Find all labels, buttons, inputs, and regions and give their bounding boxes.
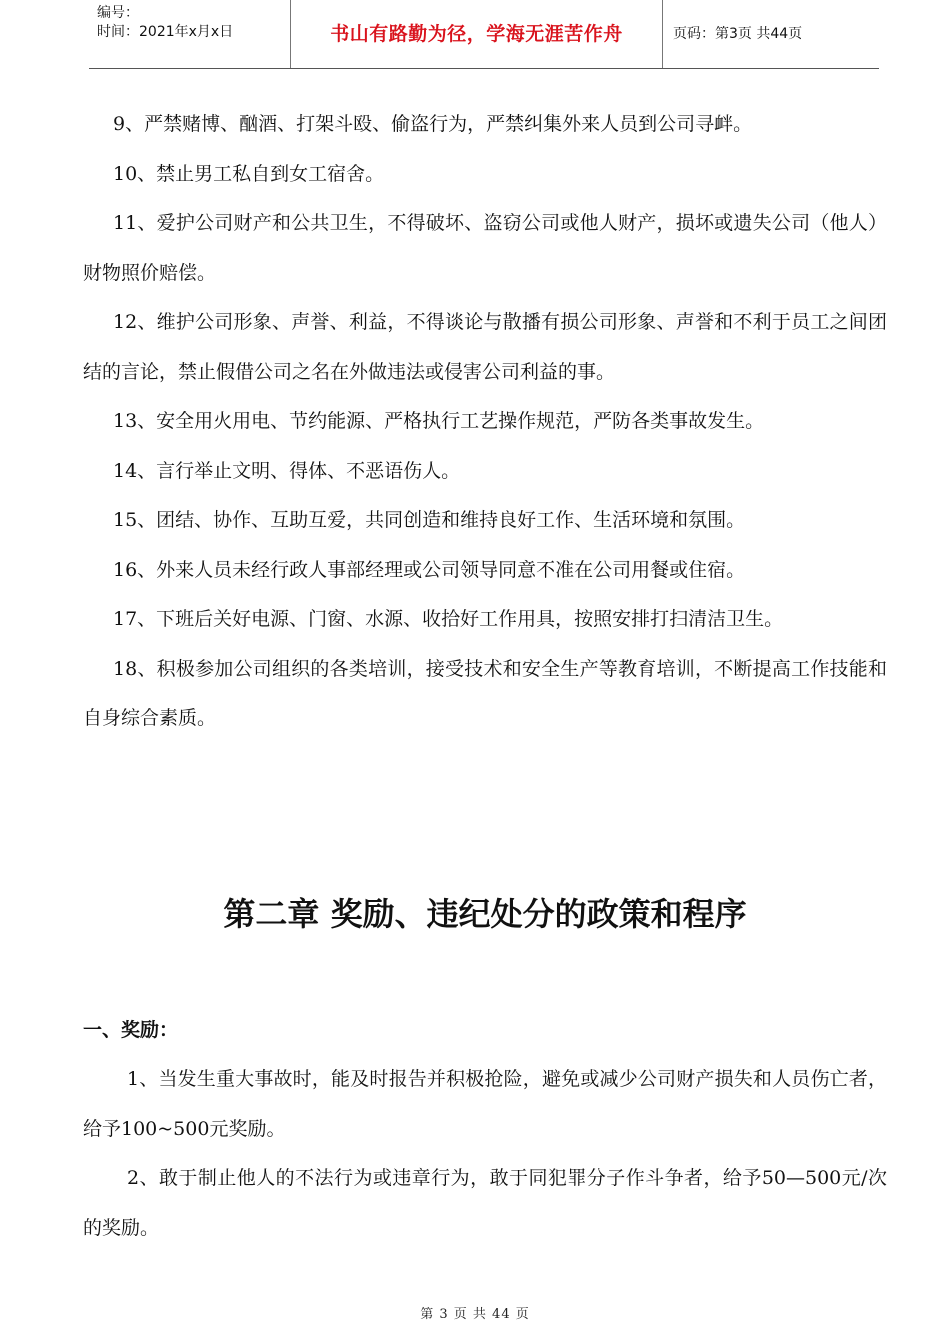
- rule-paragraph: 17、下班后关好电源、门窗、水源、收拾好工作用具，按照安排打扫清洁卫生。: [113, 608, 784, 630]
- document-body: [83, 100, 887, 1253]
- rule-paragraph: 13、安全用火用电、节约能源、严格执行工艺操作规范，严防各类事故发生。: [113, 410, 765, 432]
- header-motto: 书山有路勤为径，学海无涯苦作舟: [291, 0, 663, 68]
- header-page-label: 页码：第3页 共44页: [673, 26, 803, 42]
- rule-paragraph: 14、言行举止文明、得体、不恶语伤人。: [113, 459, 461, 482]
- rule-paragraph: 15、团结、协作、互助互爱，共同创造和维持良好工作、生活环境和氛围。: [113, 509, 746, 531]
- section-title: 一、奖励：: [83, 1018, 179, 1041]
- chapter-gap: [83, 944, 887, 1006]
- rule-paragraph: 12、维护公司形象、声誉、利益，不得谈论与散播有损公司形象、声誉和不利于员工之间团结的言论，禁止假借公司之名在外做违法或侵害公司利益的事。: [83, 311, 887, 383]
- reward-paragraph: 2、敢于制止他人的不法行为或违章行为，敢于同犯罪分子作斗争者，给予50—500元/次的奖励。: [83, 1167, 887, 1239]
- header-meta-cell: [89, 0, 291, 68]
- rule-paragraph: 9、严禁赌博、酗酒、打架斗殴、偷盗行为，严禁纠集外来人员到公司寻衅。: [113, 113, 753, 135]
- chapter-title: 第二章 奖励、违纪处分的政策和程序: [223, 894, 747, 933]
- page-header: [89, 0, 879, 69]
- rule-paragraph: 11、爱护公司财产和公共卫生，不得破坏、盗窃公司或他人财产，损坏或遗失公司（他人）财物照价赔偿。: [83, 212, 887, 284]
- document-number-label: 编号：: [97, 5, 139, 21]
- rule-paragraph: 18、积极参加公司组织的各类培训，接受技术和安全生产等教育培训，不断提高工作技能和自身综合素质。: [83, 657, 887, 729]
- section-gap: [83, 744, 887, 884]
- reward-paragraph: 1、当发生重大事故时，能及时报告并积极抢险，避免或减少公司财产损失和人员伤亡者，给予100~500元奖励。: [83, 1068, 887, 1140]
- rule-paragraph: 16、外来人员未经行政人事部经理或公司领导同意不准在公司用餐或住宿。: [113, 558, 746, 581]
- document-date-label: 时间：2021年x月x日: [97, 24, 234, 40]
- page-footer: 第 3 页 共 44 页: [420, 1307, 530, 1322]
- rule-paragraph: 10、禁止男工私自到女工宿舍。: [113, 162, 385, 185]
